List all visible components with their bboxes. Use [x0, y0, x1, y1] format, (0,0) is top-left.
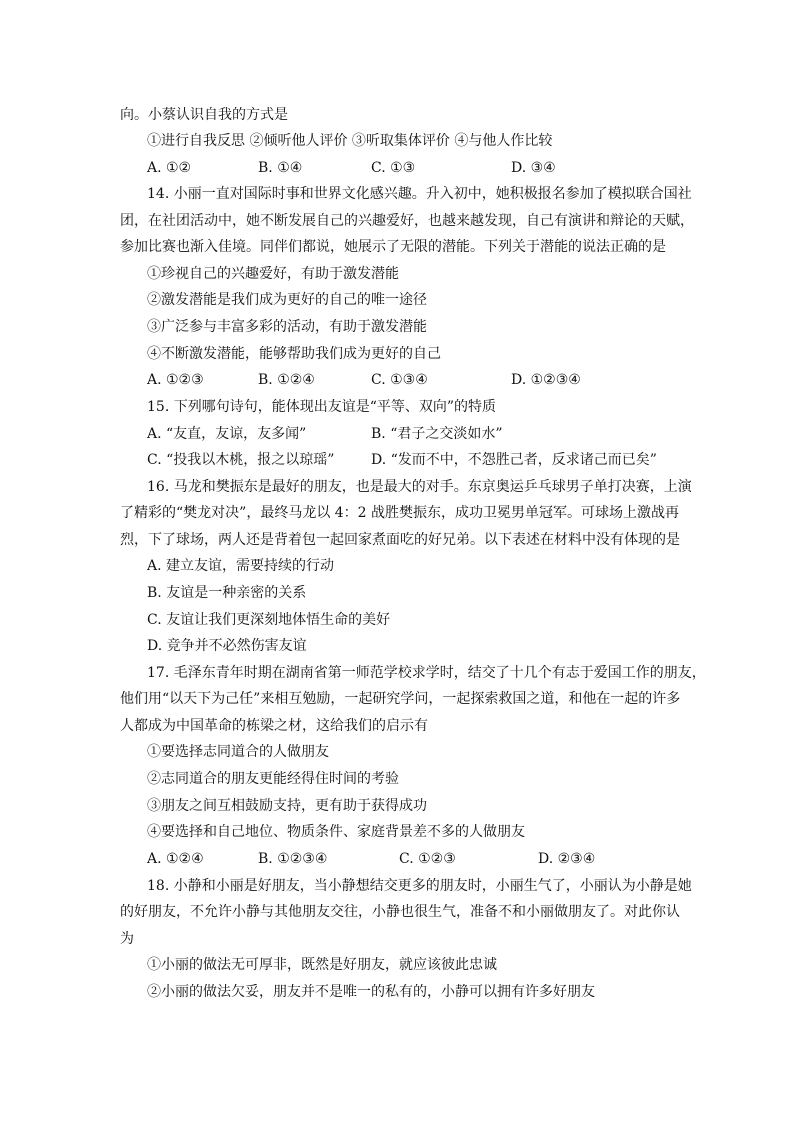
- q17-statement-2: ②志同道合的朋友更能经得住时间的考验: [147, 771, 399, 787]
- q15-stem: 15. 下列哪句诗句，能体现出友谊是“平等、双向”的特质: [147, 399, 497, 415]
- q15-option-a: A. “友直，友谅，友多闻”: [147, 426, 307, 442]
- q13-option-a: A. ①②: [147, 160, 192, 176]
- q16-stem-line-3: 烈，下了球场，两人还是背着包一起回家煮面吃的好兄弟。以下表述在材料中没有体现的是: [120, 532, 680, 548]
- q17-option-d: D. ②③④: [538, 851, 596, 867]
- q13-option-d: D. ③④: [511, 160, 556, 176]
- q14-option-a: A. ①②③: [147, 372, 204, 388]
- q17-statement-4: ④要选择和自己地位、物质条件、家庭背景差不多的人做朋友: [147, 824, 525, 840]
- q18-stem-line-2: 的好朋友，不允许小静与其他朋友交往，小静也很生气，准备不和小丽做朋友了。对此你认: [120, 904, 680, 920]
- q18-statement-1: ①小丽的做法无可厚非，既然是好朋友，就应该彼此忠诚: [147, 957, 497, 973]
- q13-stem-tail: 向。小蔡认识自我的方式是: [120, 107, 288, 123]
- q18-stem-line-3: 为: [120, 931, 134, 947]
- q13-option-b: B. ①④: [258, 160, 303, 176]
- q14-stem-line-1: 14. 小丽一直对国际时事和世界文化感兴趣。升入初中，她积极报名参加了模拟联合国社: [147, 186, 692, 202]
- q15-option-b: B. “君子之交淡如水”: [371, 426, 503, 442]
- q14-stem-line-3: 参加比赛也渐入佳境。同伴们都说，她展示了无限的潜能。下列关于潜能的说法正确的是: [120, 239, 666, 255]
- q17-stem-line-2: 他们用“以天下为己任”来相互勉励，一起研究学问，一起探索救国之道，和他在一起的许多: [120, 691, 681, 707]
- q16-option-b: B. 友谊是一种亲密的关系: [147, 585, 307, 601]
- q14-option-c: C. ①③④: [371, 372, 428, 388]
- q18-stem-line-1: 18. 小静和小丽是好朋友，当小静想结交更多的朋友时，小丽生气了，小丽认为小静是她: [147, 878, 692, 894]
- q14-option-d: D. ①②③④: [511, 372, 581, 388]
- q16-stem-line-2: 了精彩的“樊龙对决”，最终马龙以 4：2 战胜樊振东，成功卫冕男单冠军。可球场上激战再: [120, 505, 680, 521]
- q17-option-a: A. ①②④: [147, 851, 204, 867]
- q14-statement-4: ④不断激发潜能，能够帮助我们成为更好的自己: [147, 346, 441, 362]
- q17-option-b: B. ①②③④: [258, 851, 328, 867]
- q17-option-c: C. ①②③: [399, 851, 456, 867]
- q14-statement-1: ①珍视自己的兴趣爱好，有助于激发潜能: [147, 266, 399, 282]
- q17-stem-line-1: 17. 毛泽东青年时期在湖南省第一师范学校求学时，结交了十几个有志于爱国工作的朋友，: [147, 665, 706, 681]
- q13-statements: ①进行自我反思 ②倾听他人评价 ③听取集体评价 ④与他人作比较: [147, 133, 553, 149]
- q15-option-c: C. “投我以木桃，报之以琼瑶”: [147, 452, 335, 468]
- q16-option-c: C. 友谊让我们更深刻地体悟生命的美好: [147, 612, 391, 628]
- q16-option-d: D. 竞争并不必然伤害友谊: [147, 638, 307, 654]
- q17-statement-3: ③朋友之间互相鼓励支持，更有助于获得成功: [147, 798, 427, 814]
- q16-stem-line-1: 16. 马龙和樊振东是最好的朋友，也是最大的对手。东京奥运乒乓球男子单打决赛，上演: [147, 479, 692, 495]
- q16-option-a: A. 建立友谊，需要持续的行动: [147, 558, 335, 574]
- q15-option-d: D. “发而不中，不怨胜己者，反求诸己而已矣”: [371, 452, 657, 468]
- q14-stem-line-2: 团，在社团活动中，她不断发展自己的兴趣爱好，也越来越发现，自己有演讲和辩论的天赋，: [120, 213, 694, 229]
- q14-statement-3: ③广泛参与丰富多彩的活动，有助于激发潜能: [147, 319, 427, 335]
- q17-statement-1: ①要选择志同道合的人做朋友: [147, 744, 329, 760]
- q17-stem-line-3: 人都成为中国革命的栋梁之材，这给我们的启示有: [120, 718, 428, 734]
- q14-option-b: B. ①②④: [258, 372, 315, 388]
- q14-statement-2: ②激发潜能是我们成为更好的自己的唯一途径: [147, 292, 427, 308]
- q18-statement-2: ②小丽的做法欠妥，朋友并不是唯一的私有的，小静可以拥有许多好朋友: [147, 984, 595, 1000]
- q13-option-c: C. ①③: [371, 160, 416, 176]
